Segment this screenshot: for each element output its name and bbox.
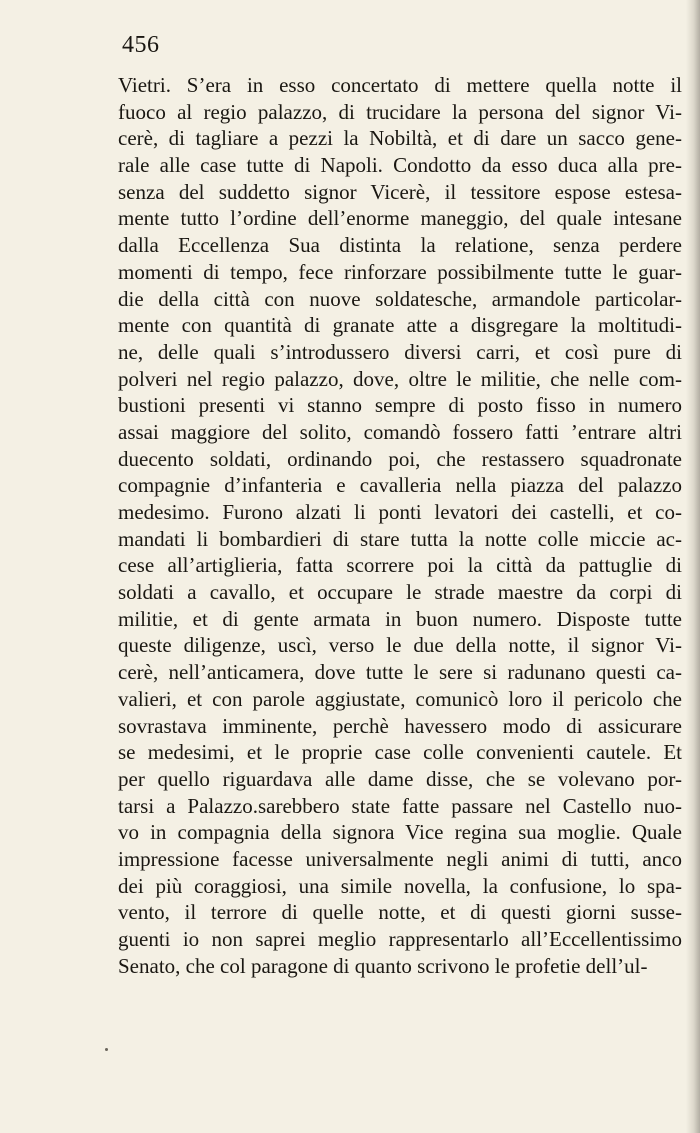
text-line: polveri nel regio palazzo, dove, oltre le militie, che nelle com- [118, 366, 682, 391]
text-line: cese all’artiglieria, fatta scorrere poi la città da pattuglie di [118, 553, 682, 578]
text-line: bustioni presenti vi stanno sempre di posto fisso in numero [118, 393, 682, 418]
text-line: fuoco al regio palazzo, di trucidare la persona del signor Vi- [118, 99, 682, 124]
text-line: vento, il terrore di quelle notte, et di questi giorni susse- [118, 900, 682, 925]
text-line: senza del suddetto signor Vicerè, il tessitore espose estesa- [118, 179, 682, 204]
text-line: impressione facesse universalmente negli animi di tutti, anco [118, 846, 682, 871]
text-line: Vietri. S’era in esso concertato di mettere quella notte il [118, 73, 682, 97]
text-line: die della città con nuove soldatesche, armandole particolar- [118, 286, 682, 311]
text-line: medesimo. Furono alzati li ponti levatori dei castelli, et co- [118, 500, 682, 524]
text-line: valieri, et con parole aggiustate, comunicò loro il pericolo che [118, 686, 682, 711]
text-line: rale alle case tutte di Napoli. Condotto da esso duca alla pre- [118, 153, 682, 178]
text-line: assai maggiore del solito, comandò fossero fatti ’entrare altri [118, 419, 682, 444]
page-body-text [118, 72, 682, 979]
text-line: tarsi a Palazzo.sarebbero state fatte passare nel Castello nuo- [118, 793, 682, 818]
paper-speck [105, 1048, 108, 1051]
text-line: militie, et di gente armata in buon numero. Disposte tutte [118, 606, 682, 631]
text-line: per quello riguardava alle dame disse, che se volevano por- [118, 766, 682, 791]
text-line: guenti io non saprei meglio rappresentarlo all’Eccellentissimo [118, 927, 682, 951]
text-line: dalla Eccellenza Sua distinta la relatione, senza perdere [118, 233, 682, 258]
text-line: duecento soldati, ordinando poi, che restassero squadronate [118, 446, 682, 471]
text-line: cerè, nell’anticamera, dove tutte le sere si radunano questi ca- [118, 660, 682, 685]
text-line: compagnie d’infanteria e cavalleria nella piazza del palazzo [118, 473, 682, 498]
text-line: Senato, che col paragone di quanto scrivono le profetie dell’ul- [118, 953, 648, 978]
text-line: mente tutto l’ordine dell’enorme maneggio, del quale intesane [118, 206, 682, 231]
text-line: mente con quantità di granate atte a disgregare la moltitudi- [118, 313, 682, 338]
text-line: momenti di tempo, fece rinforzare possibilmente tutte le guar- [118, 259, 682, 284]
page-number: 456 [122, 32, 160, 58]
text-line: sovrastava imminente, perchè havessero modo di assicurare [118, 713, 682, 738]
text-line: dei più coraggiosi, una simile novella, la confusione, lo spa- [118, 873, 682, 898]
page-edge-shadow [686, 0, 700, 1133]
text-line: queste diligenze, uscì, verso le due della notte, il signor Vi- [118, 633, 682, 658]
text-line: ne, delle quali s’introdussero diversi carri, et così pure di [118, 339, 682, 364]
text-line: mandati li bombardieri di stare tutta la notte colle miccie ac- [118, 526, 682, 551]
text-line: cerè, di tagliare a pezzi la Nobiltà, et di dare un sacco gene- [118, 126, 682, 151]
text-line: vo in compagnia della signora Vice regina sua moglie. Quale [118, 820, 682, 845]
text-line: se medesimi, et le proprie case colle convenienti cautele. Et [118, 740, 682, 765]
text-line: soldati a cavallo, et occupare le strade maestre da corpi di [118, 580, 682, 605]
